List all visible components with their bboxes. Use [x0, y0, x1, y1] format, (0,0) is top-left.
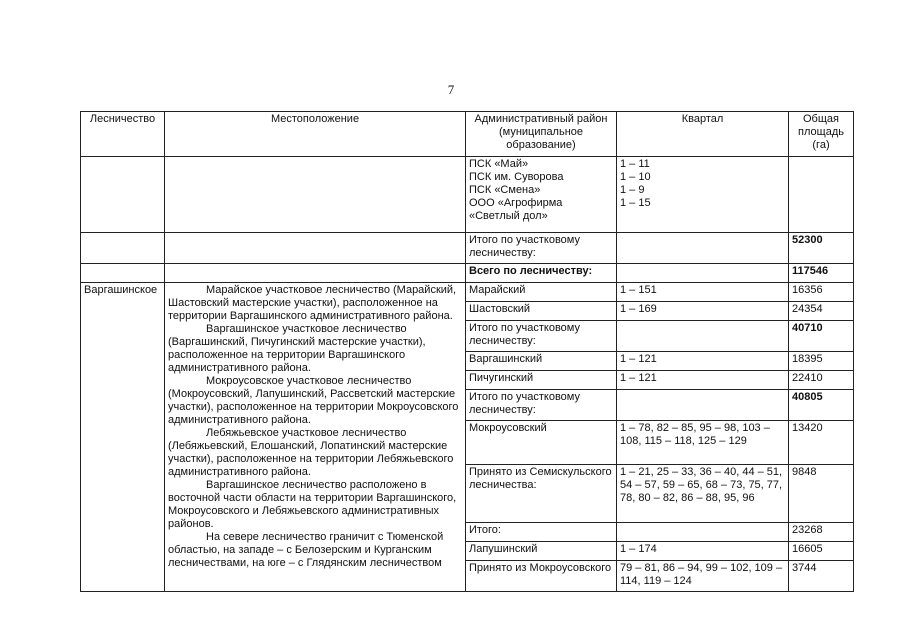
area-cell: 18395	[789, 352, 854, 371]
area-cell: 16356	[789, 283, 854, 302]
table-header-row	[81, 112, 854, 157]
forestry-cell	[81, 157, 165, 233]
header-location: Местоположение	[165, 112, 466, 157]
area-cell	[789, 157, 854, 233]
quarter-cell	[617, 321, 789, 352]
subtotal-row	[81, 233, 854, 264]
quarter-line: 1 – 11	[620, 158, 650, 170]
quarter-line: 1 – 9	[620, 184, 645, 196]
header-quarter: Квартал	[617, 112, 789, 157]
district-cell	[466, 157, 617, 233]
location-paragraph: Мокроусовское участковое лесничество (Мокроусовский, Лапушинский, Рассветский мастерские участки), расположенное на территории Мокроусовского административного района.	[168, 375, 459, 426]
area-cell: 16605	[789, 542, 854, 561]
quarter-cell: 1 – 78, 82 – 85, 95 – 98, 103 – 108, 115 – 118, 125 – 129	[617, 421, 789, 465]
location-cell	[165, 157, 466, 233]
total-area: 117546	[789, 264, 854, 283]
quarter-cell: 1 – 174	[617, 542, 789, 561]
district-cell: Мокроусовский	[466, 421, 617, 465]
district-cell: Итого по участковому лесничеству:	[466, 390, 617, 421]
location-paragraph: Лебяжьевское участковое лесничество (Лебяжьевский, Елошанский, Лопатинский мастерские участки), расположенное на территории Лебяжьевского административного района.	[168, 427, 454, 478]
district-cell: Итого:	[466, 523, 617, 542]
location-paragraph: Варгашинское лесничество расположено в восточной части области на территории Варгашинского, Мокроусовского и Лебяжьевского административных районов.	[168, 479, 457, 530]
district-cell: Марайский	[466, 283, 617, 302]
subtotal-area: 52300	[789, 233, 854, 264]
page-number: 7	[447, 82, 455, 97]
district-line: ООО «Агрофирма «Светлый дол»	[469, 197, 563, 222]
quarter-cell: 1 – 121	[617, 371, 789, 390]
quarter-cell: 1 – 21, 25 – 33, 36 – 40, 44 – 51, 54 – 57, 59 – 65, 68 – 73, 75, 77, 78, 80 – 82, 86 – 88, 95, 96	[617, 465, 789, 523]
area-cell: 24354	[789, 302, 854, 321]
table-row	[81, 157, 854, 233]
district-cell: Принято из Семискульского лесничества:	[466, 465, 617, 523]
forestry-name: Варгашинское	[81, 283, 165, 592]
area-cell: 22410	[789, 371, 854, 390]
area-cell: 13420	[789, 421, 854, 465]
district-cell: Пичугинский	[466, 371, 617, 390]
location-description	[165, 283, 466, 592]
location-paragraph: На севере лесничество граничит с Тюменской областью, на западе – с Белозерским и Курганским лесничествами, на юге – с Глядянским лесничеством	[168, 531, 444, 569]
area-cell: 9848	[789, 465, 854, 523]
quarter-cell	[617, 157, 789, 233]
total-label: Всего по лесничеству:	[466, 264, 617, 283]
district-line: ПСК им. Суворова	[469, 171, 564, 183]
quarter-cell: 1 – 121	[617, 352, 789, 371]
forestry-table	[80, 111, 854, 592]
header-forestry: Лесничество	[81, 112, 165, 157]
area-cell: 23268	[789, 523, 854, 542]
quarter-cell	[617, 390, 789, 421]
district-cell: Шастовский	[466, 302, 617, 321]
quarter-line: 1 – 15	[620, 197, 651, 209]
quarter-cell: 1 – 151	[617, 283, 789, 302]
district-cell: Варгашинский	[466, 352, 617, 371]
subtotal-label: Итого по участковому лесничеству:	[466, 233, 617, 264]
header-area: Общая площадь (га)	[789, 112, 854, 157]
location-paragraph: Марайское участковое лесничество (Марайский, Шастовский мастерские участки), расположенное на территории Варгашинского административного района.	[168, 284, 457, 322]
district-cell: Лапушинский	[466, 542, 617, 561]
quarter-cell: 79 – 81, 86 – 94, 99 – 102, 109 – 114, 119 – 124	[617, 561, 789, 592]
district-line: ПСК «Май»	[469, 158, 529, 170]
location-paragraph: Варгашинское участковое лесничество (Варгашинский, Пичугинский мастерские участки), расположенное на территории Варгашинского административного района.	[168, 323, 426, 374]
quarter-line: 1 – 10	[620, 171, 651, 183]
district-line: ПСК «Смена»	[469, 184, 541, 196]
header-district: Административный район (муниципальное образование)	[466, 112, 617, 157]
area-cell: 3744	[789, 561, 854, 592]
table-row	[81, 283, 854, 302]
area-cell: 40710	[789, 321, 854, 352]
district-cell: Итого по участковому лесничеству:	[466, 321, 617, 352]
district-cell: Принято из Мокроусовского	[466, 561, 617, 592]
total-row	[81, 264, 854, 283]
quarter-cell	[617, 523, 789, 542]
area-cell: 40805	[789, 390, 854, 421]
quarter-cell: 1 – 169	[617, 302, 789, 321]
